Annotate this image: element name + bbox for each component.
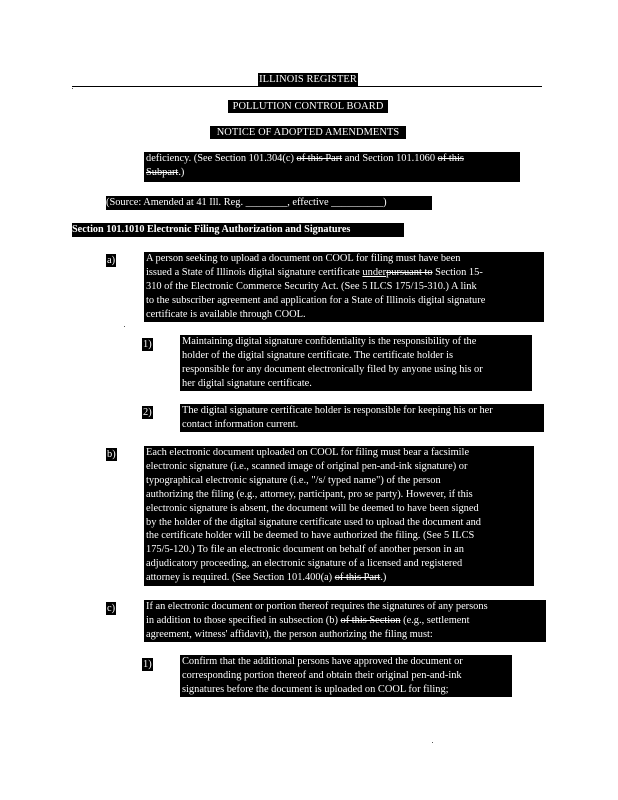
subsection-label-b: b) [107, 449, 116, 460]
deleted-text: Subpart [146, 166, 179, 178]
item-a2 [180, 404, 544, 432]
text-line: .) [380, 572, 387, 584]
text-line: holder of the digital signature certificate. The certificate holder is [182, 349, 454, 361]
continuation-paragraph [144, 152, 520, 182]
text-line: Section 15- [432, 266, 483, 278]
text-line: Maintaining digital signature confidentiality is the responsibility of the [182, 336, 477, 347]
scan-speck [124, 326, 125, 327]
subsection-a [144, 252, 544, 322]
text-line: If an electronic document or portion thereof requires the signatures of any persons [146, 601, 488, 612]
text-line: to the subscriber agreement and application for a State of Illinois digital signature [146, 294, 486, 306]
text-line: electronic signature (i.e., scanned image of original pen-and-ink signature) or [146, 460, 468, 472]
scan-speck [72, 88, 73, 89]
scan-speck [432, 742, 433, 743]
header-rule [72, 86, 542, 87]
text-line: (e.g., settlement [400, 614, 470, 626]
text-line: issued a State of Illinois digital signature certificate [146, 266, 363, 278]
text-line: by the holder of the digital signature certificate used to upload the document and [146, 516, 481, 528]
source-note: (Source: Amended at 41 Ill. Reg. ________, effective __________) [106, 196, 432, 210]
text-line: signatures before the document is uploaded on COOL for filing; [182, 683, 449, 695]
text-line: contact information current. [182, 418, 299, 430]
text-line: electronic signature is absent, the document will be deemed to have been signed [146, 502, 479, 514]
text-line: the certificate holder will be deemed to have authorized the filing. (See 5 ILCS [146, 530, 475, 542]
deleted-text: of this Part [334, 572, 381, 584]
text-line: responsible for any document electronically filed by anyone using his or [182, 363, 483, 375]
deleted-text: of this Part [296, 153, 343, 164]
deleted-text: of this [437, 153, 464, 164]
text-line: A person seeking to upload a document on COOL for filing must have been [146, 253, 461, 264]
deleted-text: of this Section [340, 614, 401, 626]
text-line: corresponding portion thereof and obtain their original pen-and-ink [182, 669, 462, 681]
deleted-text: pursuant to [386, 266, 433, 278]
text-line: adjudicatory proceeding, an electronic signature of a licensed and registered [146, 558, 463, 570]
continuation-text: and Section 101.1060 [342, 153, 438, 164]
item-a1 [180, 335, 532, 391]
item-label-a1: 1) [143, 339, 152, 350]
item-c1 [180, 655, 512, 697]
text-line: Confirm that the additional persons have approved the document or [182, 656, 463, 667]
continuation-text: deficiency. (See Section 101.304(c) [146, 153, 297, 164]
text-line: attorney is required. (See Section 101.400(a) [146, 572, 335, 584]
continuation-text: .) [178, 166, 185, 178]
subsection-label-c: c) [107, 603, 116, 614]
text-line: 310 of the Electronic Commerce Security Act. (See 5 ILCS 175/15-310.) A link [146, 280, 477, 292]
item-label-c1: 1) [143, 659, 152, 670]
text-line: The digital signature certificate holder is responsible for keeping his or her [182, 405, 493, 416]
text-line: certificate is available through COOL. [146, 308, 306, 320]
register-title: ILLINOIS REGISTER [259, 74, 357, 85]
text-line: agreement, witness' affidavit), the person authorizing the filing must: [146, 628, 433, 640]
text-line: Each electronic document uploaded on COOL for filing must bear a facsimile [146, 447, 470, 458]
text-line: in addition to those specified in subsection (b) [146, 614, 341, 626]
subsection-c [144, 600, 546, 642]
text-line: her digital signature certificate. [182, 377, 312, 389]
notice-title: NOTICE OF ADOPTED AMENDMENTS [210, 126, 406, 139]
text-line: 175/5-120.) To file an electronic document on behalf of another person in an [146, 544, 464, 556]
subsection-label-a: a) [107, 255, 116, 266]
item-label-a2: 2) [143, 407, 152, 418]
subsection-b [144, 446, 534, 586]
text-line: authorizing the filing (e.g., attorney, participant, pro se party). However, if this [146, 488, 473, 500]
section-title: Section 101.1010 Electronic Filing Authorization and Signatures [72, 223, 404, 237]
board-title: POLLUTION CONTROL BOARD [228, 100, 388, 113]
text-line: typographical electronic signature (i.e., "/s/ typed name") of the person [146, 474, 441, 486]
inserted-text: under [362, 266, 387, 278]
